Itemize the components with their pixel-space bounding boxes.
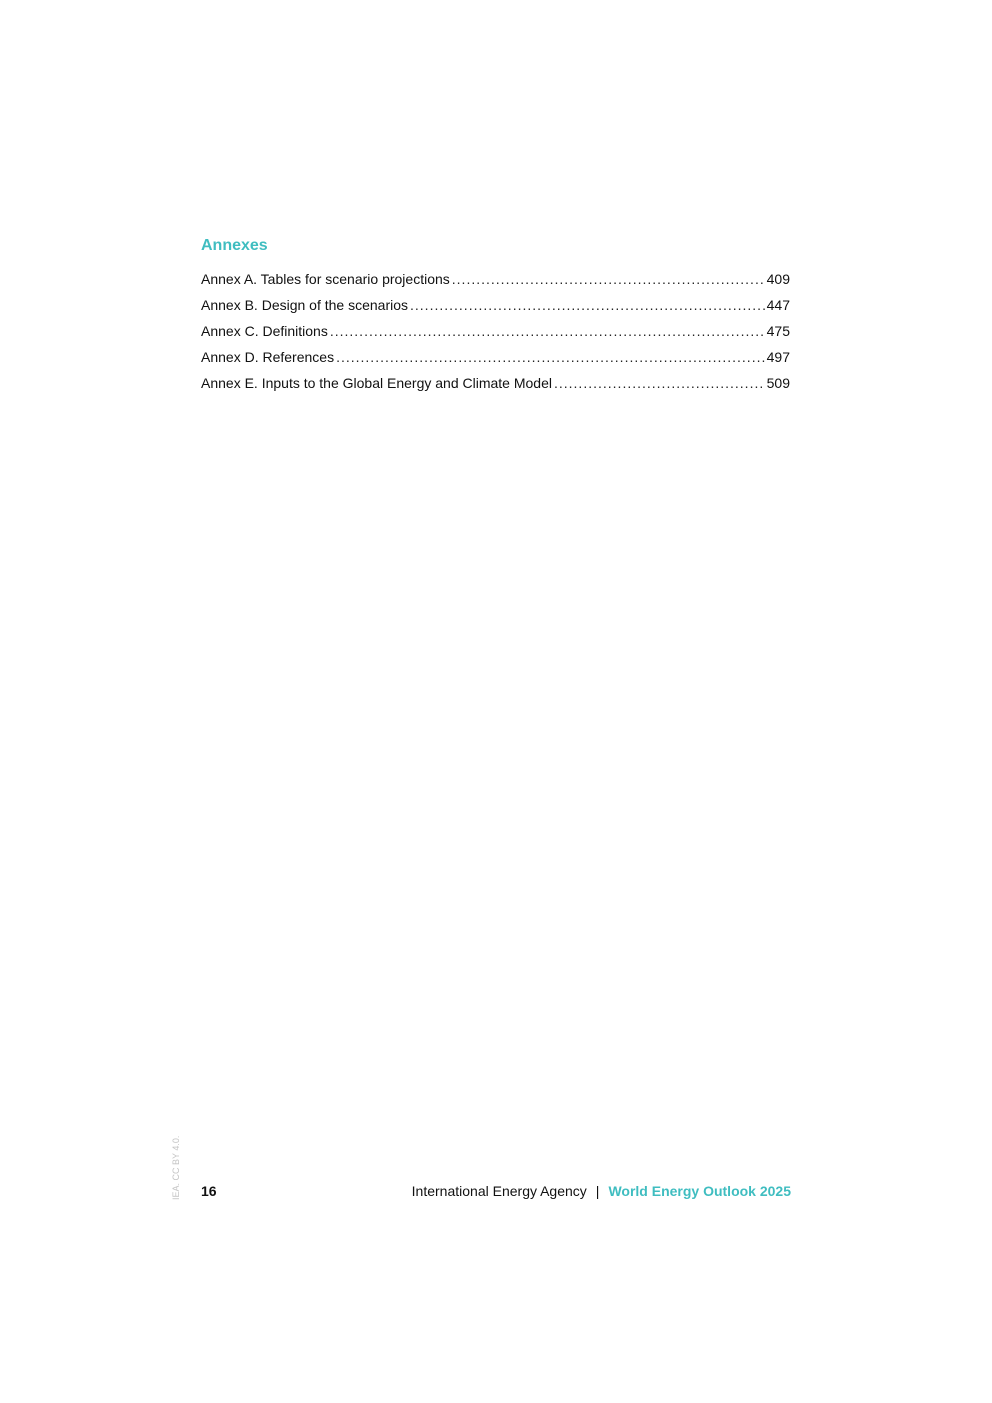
- toc-dot-leader: [336, 346, 765, 368]
- toc-entry-annex-c[interactable]: [201, 320, 790, 346]
- toc-dot-leader: [410, 294, 765, 316]
- footer-separator: |: [595, 1183, 600, 1199]
- toc-entry-page: 497: [766, 349, 790, 365]
- toc-entry-label: Annex D. References: [201, 349, 335, 365]
- toc-entry-annex-b[interactable]: [201, 294, 790, 320]
- footer-running-title: [412, 1183, 791, 1199]
- footer-publisher: International Energy Agency: [411, 1183, 587, 1199]
- toc-dot-leader: [452, 268, 765, 290]
- toc-entry-label: Annex A. Tables for scenario projections: [201, 271, 450, 287]
- toc-dot-leader: [330, 320, 765, 342]
- toc-entry-page: 409: [766, 271, 790, 287]
- toc-entry-page: 509: [766, 375, 790, 391]
- toc-entry-annex-e[interactable]: [201, 372, 790, 398]
- toc-entry-label: Annex E. Inputs to the Global Energy and Climate Model: [201, 375, 552, 391]
- toc-dot-leader: [554, 372, 765, 394]
- toc-entry-page: 447: [766, 297, 790, 313]
- toc-entry-annex-a[interactable]: [201, 268, 790, 294]
- toc-entry-annex-d[interactable]: [201, 346, 790, 372]
- section-title: Annexes: [201, 237, 268, 254]
- toc-entry-label: Annex B. Design of the scenarios: [201, 297, 409, 313]
- table-of-contents: [201, 268, 790, 398]
- toc-entry-page: 475: [766, 323, 790, 339]
- footer-publication-title: World Energy Outlook 2025: [608, 1183, 791, 1199]
- toc-entry-label: Annex C. Definitions: [201, 323, 328, 339]
- license-note: IEA. CC BY 4.0.: [171, 1135, 181, 1200]
- footer-page-number: 16: [201, 1183, 217, 1199]
